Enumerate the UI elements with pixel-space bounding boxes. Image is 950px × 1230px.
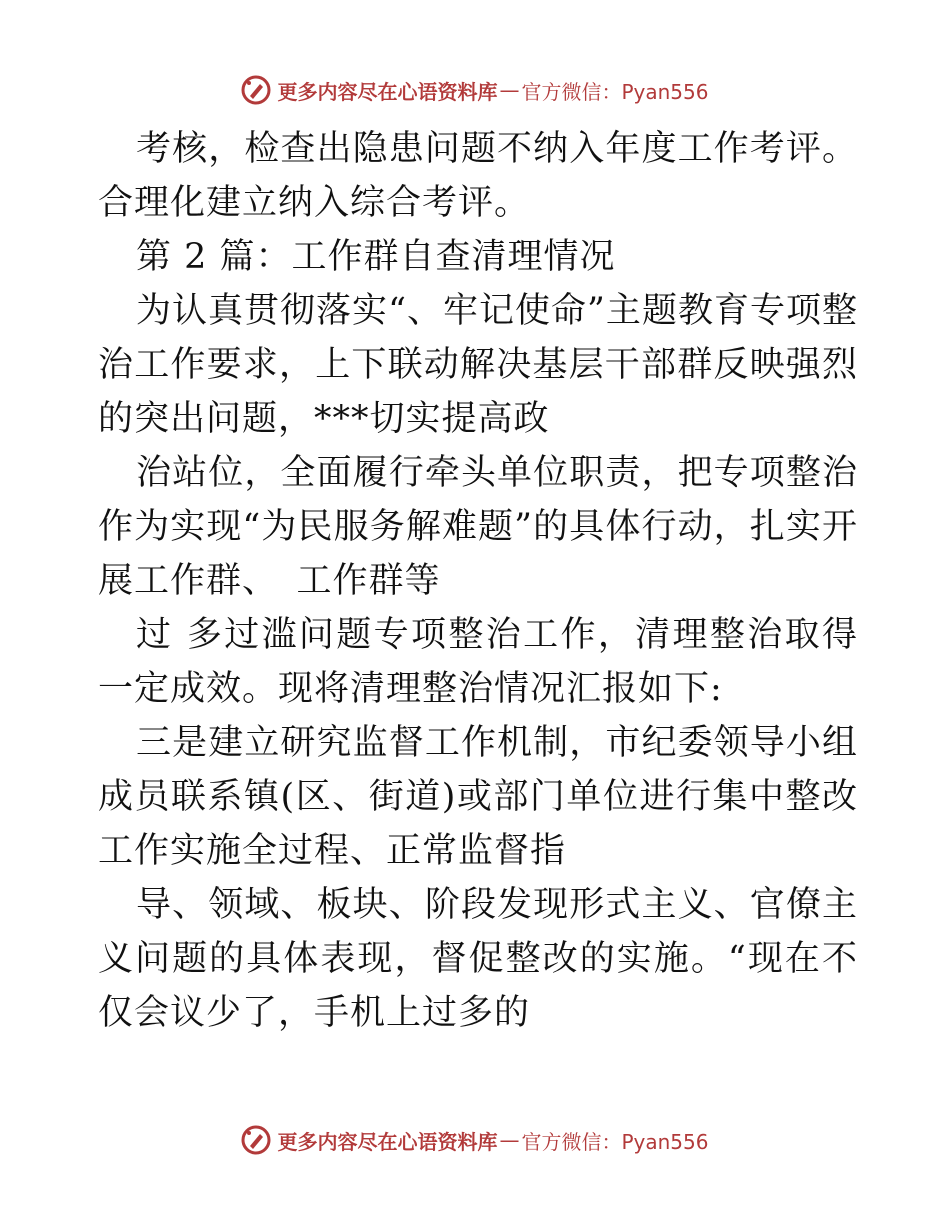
paragraph: 治站位，全面履行牵头单位职责，把专项整治作为实现“为民服务解难题”的具体行动，扎实开展工作群、 工作群等 — [98, 453, 858, 601]
document-body — [98, 122, 858, 1040]
paragraph: 考核，检查出隐患问题不纳入年度工作考评。合理化建立纳入综合考评。 — [98, 129, 858, 223]
footer-banner-separator: — — [499, 1128, 520, 1152]
paragraph: 导、领域、板块、阶段发现形式主义、官僚主义问题的具体表现，督促整改的实施。“现在不仅会议少了，手机上过多的 — [98, 885, 858, 1033]
paragraph: 过 多过滥问题专项整治工作，清理整治取得一定成效。现将清理整治情况汇报如下: — [98, 615, 858, 709]
header-banner — [0, 70, 950, 110]
paragraph: 为认真贯彻落实“、牢记使命”主题教育专项整治工作要求，上下联动解决基层干部群反映强烈的突出问题，***切实提高政 — [98, 291, 858, 439]
header-banner-wechat: 官方微信：Pyan556 — [521, 79, 709, 104]
footer-banner-text: 更多内容尽在心语资料库 — [277, 1129, 498, 1154]
red-circle-pen-logo-icon — [241, 1125, 271, 1155]
header-banner-separator: — — [499, 78, 520, 102]
red-circle-pen-logo-icon — [241, 75, 271, 105]
footer-banner — [0, 1120, 950, 1160]
footer-banner-wechat: 官方微信：Pyan556 — [521, 1129, 709, 1154]
section-heading: 第 2 篇：工作群自查清理情况 — [136, 237, 616, 277]
header-banner-text: 更多内容尽在心语资料库 — [277, 79, 498, 104]
paragraph: 三是建立研究监督工作机制，市纪委领导小组成员联系镇(区、街道)或部门单位进行集中整改工作实施全过程、正常监督指 — [98, 723, 858, 871]
